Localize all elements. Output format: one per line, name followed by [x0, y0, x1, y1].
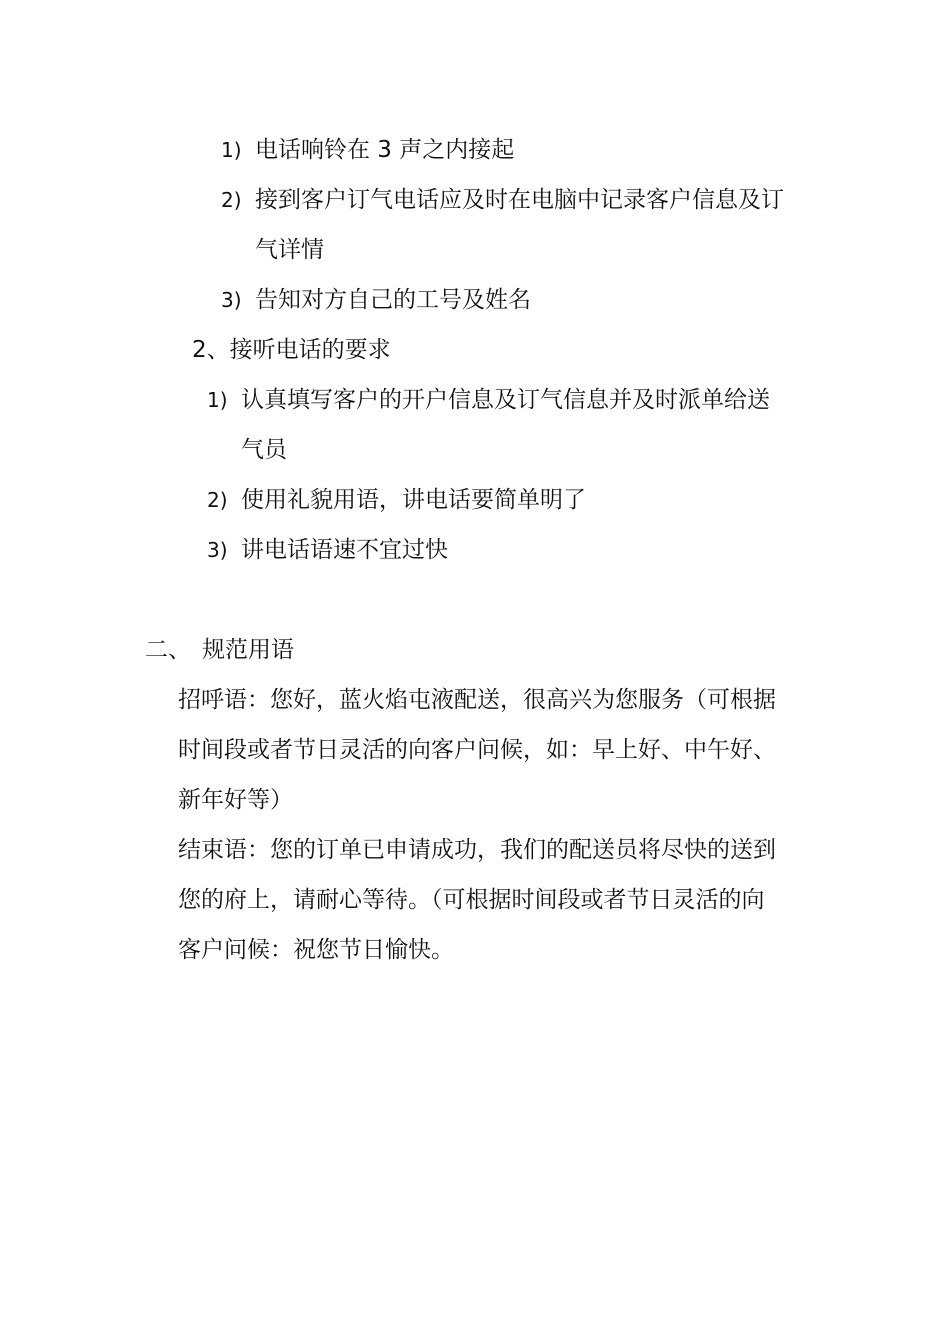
- list-item-number: 3): [207, 538, 228, 562]
- sub-heading: 2、接听电话的要求: [192, 337, 391, 363]
- list-item-text: 接到客户订气电话应及时在电脑中记录客户信息及订: [255, 187, 784, 213]
- section-number: 二、: [145, 637, 191, 663]
- list-item-number: 2): [207, 488, 228, 512]
- list-item: [207, 485, 586, 515]
- list-item-number: 3): [221, 288, 242, 312]
- paragraph-line: 结束语：您的订单已申请成功，我们的配送员将尽快的送到: [178, 837, 776, 863]
- list-item: [221, 185, 784, 215]
- list-item: [221, 135, 514, 165]
- paragraph-line: 招呼语：您好，蓝火焰屯液配送，很高兴为您服务（可根据: [178, 687, 776, 713]
- paragraph-line: 您的府上，请耐心等待。（可根据时间段或者节日灵活的向: [178, 887, 765, 913]
- list-item-text: 讲电话语速不宜过快: [241, 537, 448, 563]
- list-item-number: 1): [207, 388, 228, 412]
- list-item: [207, 535, 448, 565]
- section-title: 规范用语: [202, 637, 294, 663]
- list-item: [207, 385, 770, 415]
- list-item-number: 2): [221, 188, 242, 212]
- list-item-continuation: 气员: [241, 437, 287, 463]
- list-item-number: 1): [221, 138, 242, 162]
- list-item-text: 使用礼貌用语，讲电话要简单明了: [241, 487, 586, 513]
- list-item-text: 认真填写客户的开户信息及订气信息并及时派单给送: [241, 387, 770, 413]
- paragraph-line: 新年好等）: [178, 787, 293, 813]
- paragraph-line: 时间段或者节日灵活的向客户问候，如：早上好、中午好、: [178, 737, 776, 763]
- list-item-text: 告知对方自己的工号及姓名: [255, 287, 531, 313]
- section-heading: [145, 635, 294, 665]
- list-item-text: 电话响铃在 3 声之内接起: [255, 137, 515, 163]
- list-item-continuation: 气详情: [255, 237, 324, 263]
- list-item: [221, 285, 531, 315]
- paragraph-line: 客户问候：祝您节日愉快。: [178, 937, 454, 963]
